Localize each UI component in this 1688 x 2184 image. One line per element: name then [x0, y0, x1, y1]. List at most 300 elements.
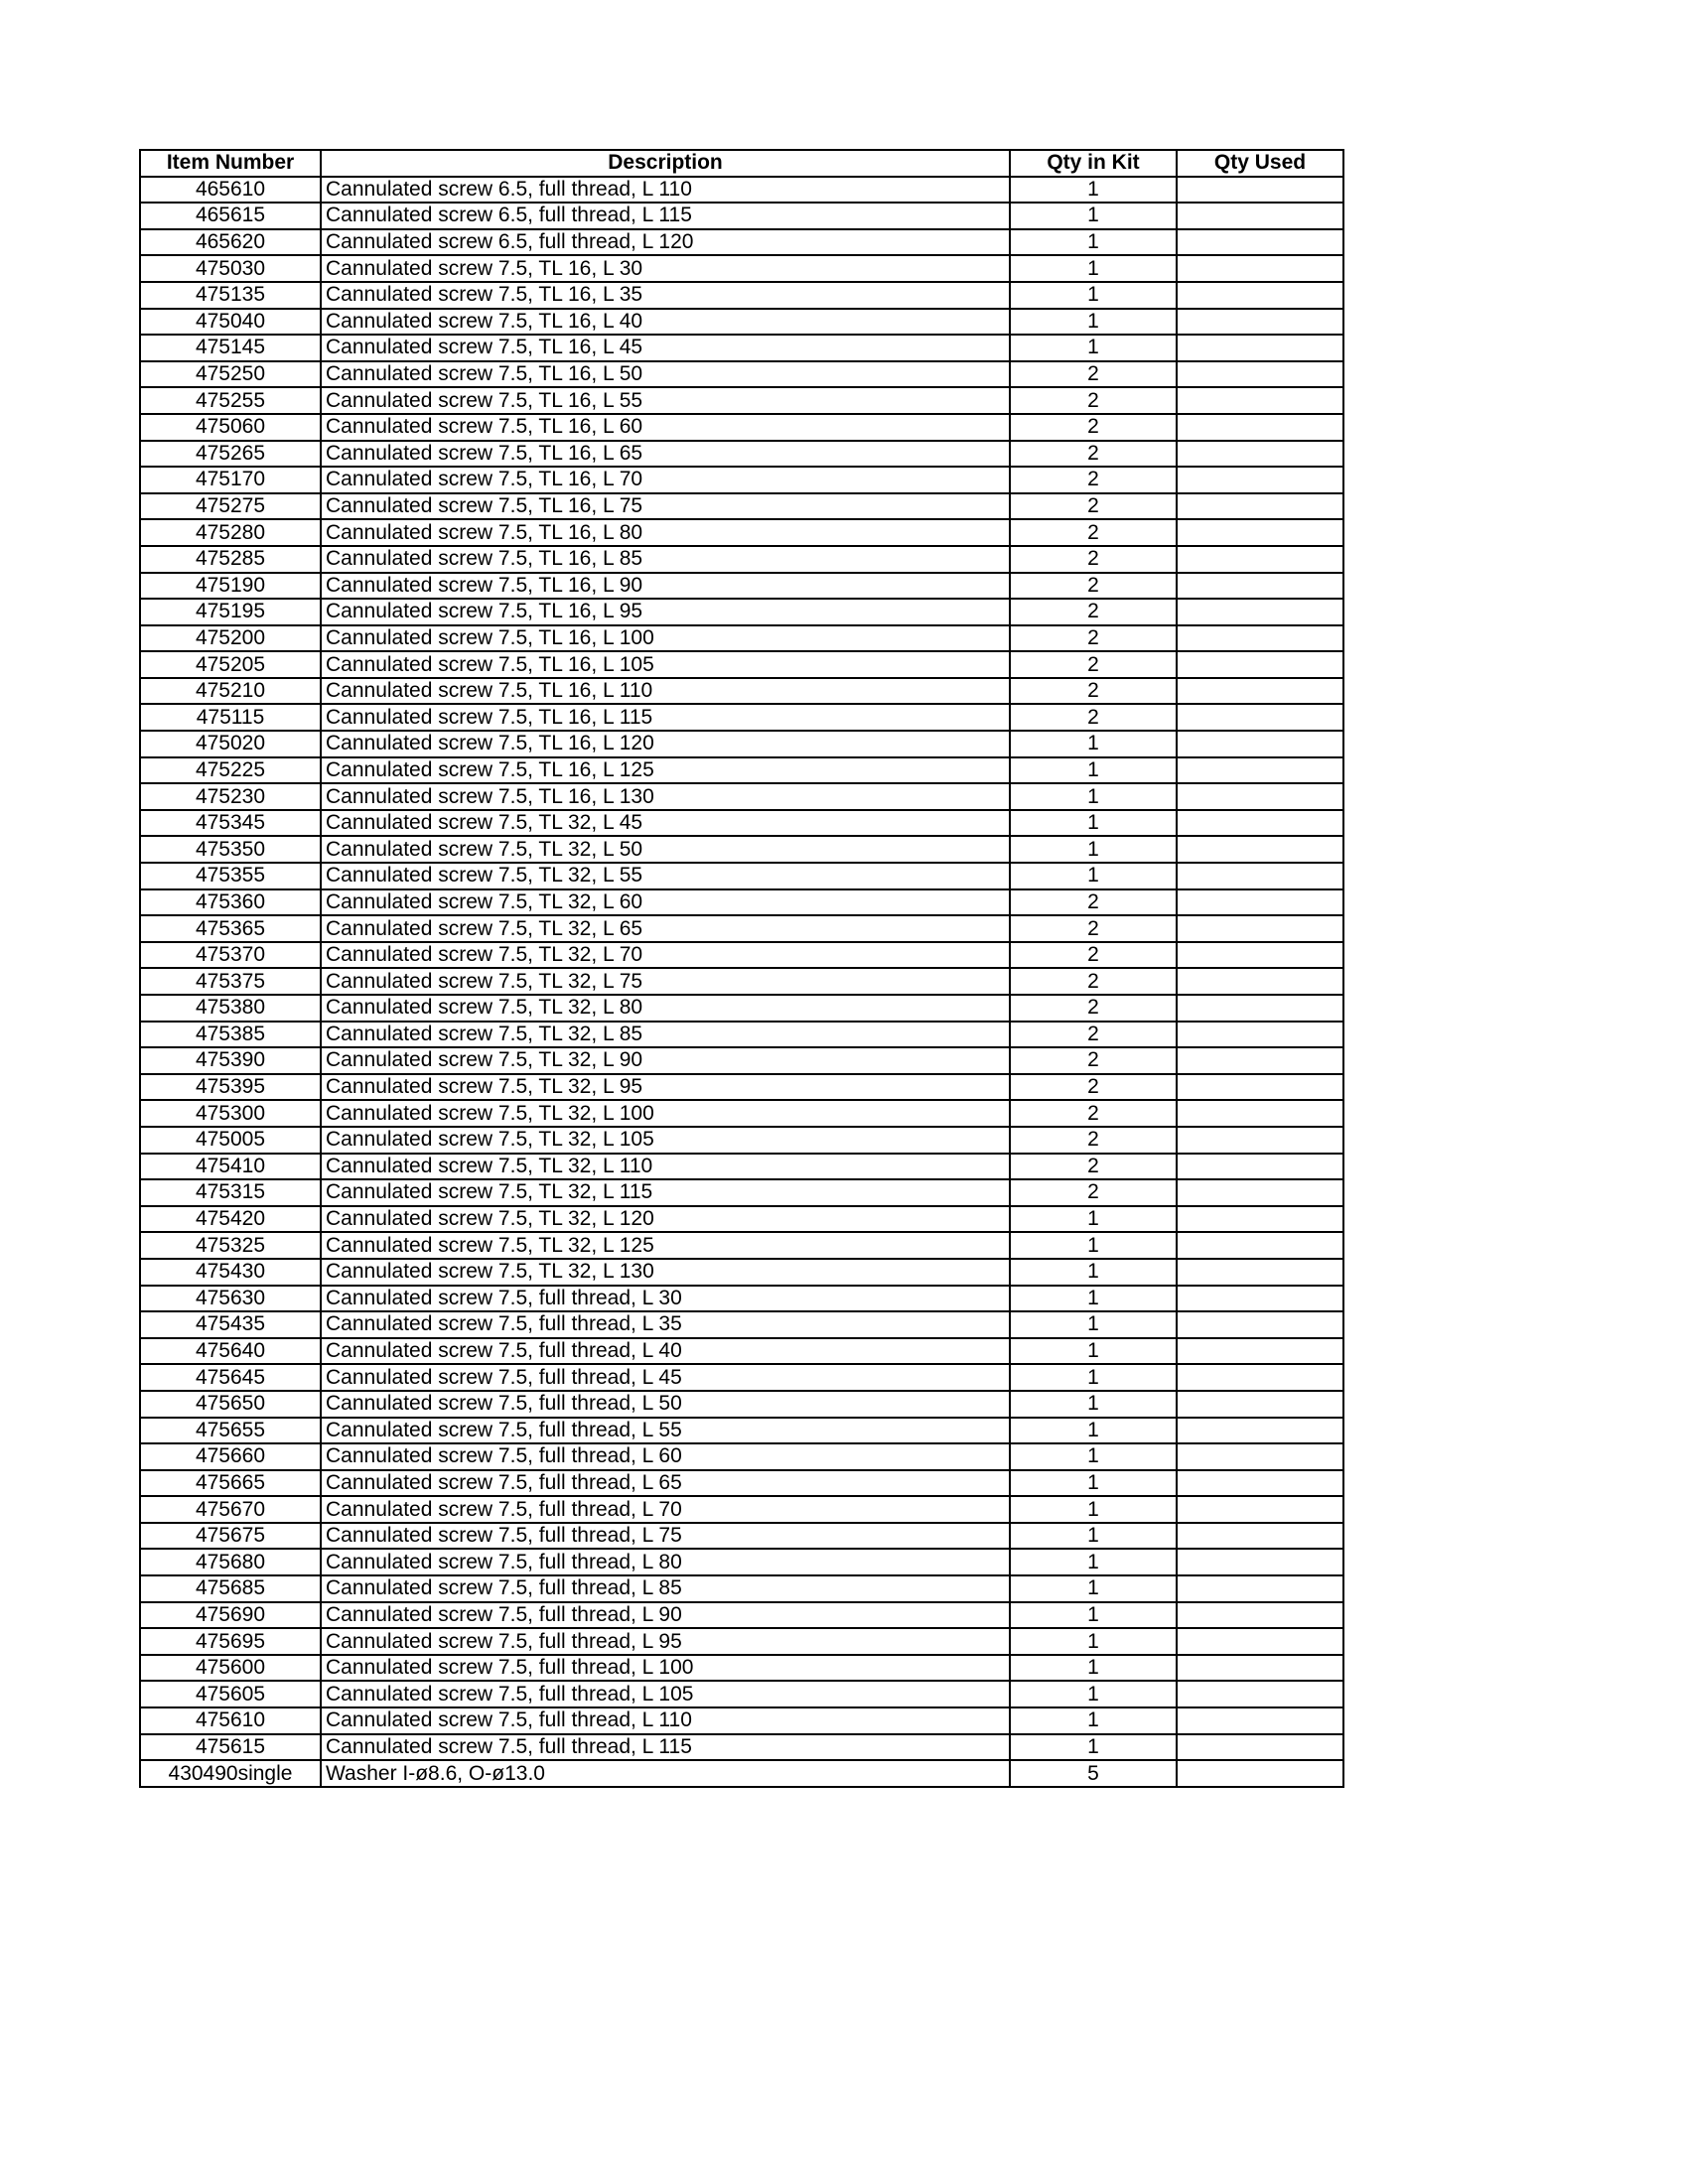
item-number-cell: 475395 — [140, 1074, 321, 1101]
item-number-cell: 475630 — [140, 1286, 321, 1312]
description-cell: Cannulated screw 7.5, TL 32, L 65 — [321, 915, 1010, 942]
qty-in-kit-cell: 1 — [1010, 1286, 1177, 1312]
description-cell: Cannulated screw 7.5, full thread, L 65 — [321, 1470, 1010, 1497]
table-row — [140, 441, 1343, 468]
qty-in-kit-cell: 1 — [1010, 836, 1177, 863]
description-cell: Cannulated screw 7.5, full thread, L 55 — [321, 1418, 1010, 1444]
qty-used-cell[interactable] — [1177, 1734, 1343, 1761]
table-row — [140, 863, 1343, 889]
description-cell: Cannulated screw 7.5, TL 16, L 45 — [321, 335, 1010, 361]
table-row — [140, 493, 1343, 520]
description-cell: Cannulated screw 7.5, full thread, L 95 — [321, 1628, 1010, 1655]
qty-in-kit-cell: 2 — [1010, 519, 1177, 546]
item-number-cell: 475375 — [140, 968, 321, 995]
description-cell: Cannulated screw 7.5, TL 16, L 85 — [321, 546, 1010, 573]
qty-in-kit-cell: 1 — [1010, 757, 1177, 784]
item-number-cell: 475610 — [140, 1707, 321, 1734]
description-cell: Cannulated screw 7.5, TL 32, L 105 — [321, 1127, 1010, 1154]
qty-used-cell[interactable] — [1177, 678, 1343, 705]
description-cell: Cannulated screw 7.5, full thread, L 85 — [321, 1575, 1010, 1602]
qty-in-kit-cell: 2 — [1010, 387, 1177, 414]
qty-used-cell[interactable] — [1177, 1523, 1343, 1550]
item-number-cell: 475325 — [140, 1232, 321, 1259]
item-number-cell: 475355 — [140, 863, 321, 889]
qty-in-kit-cell: 2 — [1010, 678, 1177, 705]
description-cell: Cannulated screw 7.5, TL 32, L 45 — [321, 810, 1010, 837]
description-cell: Cannulated screw 7.5, TL 16, L 120 — [321, 731, 1010, 757]
table-row — [140, 651, 1343, 678]
description-cell: Washer I-ø8.6, O-ø13.0 — [321, 1760, 1010, 1787]
description-cell: Cannulated screw 7.5, TL 16, L 105 — [321, 651, 1010, 678]
qty-in-kit-cell: 2 — [1010, 625, 1177, 652]
table-row — [140, 1549, 1343, 1575]
item-number-cell: 475675 — [140, 1523, 321, 1550]
qty-used-cell[interactable] — [1177, 1022, 1343, 1048]
qty-used-cell[interactable] — [1177, 1760, 1343, 1787]
table-row — [140, 942, 1343, 969]
table-row — [140, 731, 1343, 757]
description-cell: Cannulated screw 6.5, full thread, L 120 — [321, 229, 1010, 256]
table-row — [140, 783, 1343, 810]
qty-used-cell[interactable] — [1177, 757, 1343, 784]
description-cell: Cannulated screw 7.5, full thread, L 45 — [321, 1364, 1010, 1391]
qty-used-cell[interactable] — [1177, 599, 1343, 625]
qty-used-cell[interactable] — [1177, 1549, 1343, 1575]
item-number-cell: 430490single — [140, 1760, 321, 1787]
qty-used-cell[interactable] — [1177, 255, 1343, 282]
qty-in-kit-cell: 5 — [1010, 1760, 1177, 1787]
qty-in-kit-cell: 2 — [1010, 361, 1177, 388]
table-row — [140, 1311, 1343, 1338]
qty-used-cell[interactable] — [1177, 1628, 1343, 1655]
description-cell: Cannulated screw 7.5, TL 16, L 110 — [321, 678, 1010, 705]
qty-used-cell[interactable] — [1177, 1418, 1343, 1444]
item-number-cell: 475670 — [140, 1496, 321, 1523]
item-number-cell: 475665 — [140, 1470, 321, 1497]
description-cell: Cannulated screw 7.5, full thread, L 115 — [321, 1734, 1010, 1761]
description-cell: Cannulated screw 7.5, TL 16, L 55 — [321, 387, 1010, 414]
description-cell: Cannulated screw 7.5, TL 32, L 80 — [321, 995, 1010, 1022]
table-row — [140, 573, 1343, 600]
qty-used-cell[interactable] — [1177, 704, 1343, 731]
qty-used-cell[interactable] — [1177, 1470, 1343, 1497]
qty-used-cell[interactable] — [1177, 1391, 1343, 1418]
item-number-cell: 475040 — [140, 309, 321, 336]
qty-used-cell[interactable] — [1177, 731, 1343, 757]
table-row — [140, 1127, 1343, 1154]
qty-in-kit-cell: 1 — [1010, 1338, 1177, 1365]
item-number-cell: 475250 — [140, 361, 321, 388]
item-number-cell: 475195 — [140, 599, 321, 625]
item-number-cell: 475410 — [140, 1154, 321, 1180]
qty-in-kit-cell: 1 — [1010, 1418, 1177, 1444]
description-cell: Cannulated screw 7.5, TL 32, L 75 — [321, 968, 1010, 995]
qty-used-cell[interactable] — [1177, 836, 1343, 863]
qty-in-kit-cell: 2 — [1010, 599, 1177, 625]
description-cell: Cannulated screw 7.5, TL 16, L 125 — [321, 757, 1010, 784]
qty-in-kit-cell: 2 — [1010, 1022, 1177, 1048]
table-row — [140, 1154, 1343, 1180]
description-cell: Cannulated screw 7.5, TL 16, L 30 — [321, 255, 1010, 282]
item-number-cell: 475360 — [140, 889, 321, 916]
qty-in-kit-cell: 1 — [1010, 282, 1177, 309]
item-number-cell: 475200 — [140, 625, 321, 652]
table-header-row — [140, 150, 1343, 177]
qty-in-kit-cell: 1 — [1010, 1628, 1177, 1655]
qty-used-cell[interactable] — [1177, 1232, 1343, 1259]
table-row — [140, 1364, 1343, 1391]
table-row — [140, 1179, 1343, 1206]
qty-used-cell[interactable] — [1177, 467, 1343, 493]
table-row — [140, 361, 1343, 388]
table-row — [140, 625, 1343, 652]
item-number-cell: 475350 — [140, 836, 321, 863]
header-qty-used: Qty Used — [1177, 150, 1343, 177]
table-row — [140, 1523, 1343, 1550]
table-row — [140, 1074, 1343, 1101]
item-number-cell: 475645 — [140, 1364, 321, 1391]
table-row — [140, 1496, 1343, 1523]
qty-in-kit-cell: 1 — [1010, 1470, 1177, 1497]
table-row — [140, 704, 1343, 731]
description-cell: Cannulated screw 7.5, TL 32, L 55 — [321, 863, 1010, 889]
qty-used-cell[interactable] — [1177, 1443, 1343, 1470]
table-row — [140, 1655, 1343, 1682]
qty-in-kit-cell: 1 — [1010, 1443, 1177, 1470]
table-row — [140, 1100, 1343, 1127]
description-cell: Cannulated screw 7.5, TL 32, L 95 — [321, 1074, 1010, 1101]
table-row — [140, 995, 1343, 1022]
qty-in-kit-cell: 1 — [1010, 1575, 1177, 1602]
description-cell: Cannulated screw 7.5, TL 16, L 50 — [321, 361, 1010, 388]
description-cell: Cannulated screw 7.5, full thread, L 30 — [321, 1286, 1010, 1312]
table-row — [140, 255, 1343, 282]
qty-in-kit-cell: 1 — [1010, 309, 1177, 336]
table-row — [140, 1575, 1343, 1602]
qty-used-cell[interactable] — [1177, 625, 1343, 652]
qty-in-kit-cell: 1 — [1010, 863, 1177, 889]
description-cell: Cannulated screw 7.5, full thread, L 60 — [321, 1443, 1010, 1470]
qty-used-cell[interactable] — [1177, 546, 1343, 573]
qty-used-cell[interactable] — [1177, 1496, 1343, 1523]
qty-used-cell[interactable] — [1177, 1602, 1343, 1629]
qty-in-kit-cell: 1 — [1010, 1681, 1177, 1707]
item-number-cell: 475690 — [140, 1602, 321, 1629]
item-number-cell: 475640 — [140, 1338, 321, 1365]
qty-in-kit-cell: 1 — [1010, 1496, 1177, 1523]
item-number-cell: 475390 — [140, 1047, 321, 1074]
description-cell: Cannulated screw 7.5, TL 16, L 115 — [321, 704, 1010, 731]
qty-in-kit-cell: 2 — [1010, 915, 1177, 942]
item-number-cell: 475005 — [140, 1127, 321, 1154]
description-cell: Cannulated screw 7.5, full thread, L 110 — [321, 1707, 1010, 1734]
table-row — [140, 1391, 1343, 1418]
table-row — [140, 1259, 1343, 1286]
table-row — [140, 1760, 1343, 1787]
qty-in-kit-cell: 2 — [1010, 995, 1177, 1022]
description-cell: Cannulated screw 7.5, TL 16, L 130 — [321, 783, 1010, 810]
qty-in-kit-cell: 2 — [1010, 1179, 1177, 1206]
table-body — [140, 177, 1343, 1787]
item-number-cell: 475135 — [140, 282, 321, 309]
table-row — [140, 1602, 1343, 1629]
item-number-cell: 475170 — [140, 467, 321, 493]
item-number-cell: 475115 — [140, 704, 321, 731]
table-row — [140, 335, 1343, 361]
item-number-cell: 475280 — [140, 519, 321, 546]
item-number-cell: 475385 — [140, 1022, 321, 1048]
qty-in-kit-cell: 1 — [1010, 229, 1177, 256]
qty-used-cell[interactable] — [1177, 1259, 1343, 1286]
description-cell: Cannulated screw 6.5, full thread, L 115 — [321, 203, 1010, 229]
table-row — [140, 519, 1343, 546]
qty-in-kit-cell: 2 — [1010, 546, 1177, 573]
item-number-cell: 475275 — [140, 493, 321, 520]
table-row — [140, 1206, 1343, 1233]
qty-used-cell[interactable] — [1177, 1127, 1343, 1154]
description-cell: Cannulated screw 7.5, full thread, L 80 — [321, 1549, 1010, 1575]
description-cell: Cannulated screw 7.5, TL 16, L 90 — [321, 573, 1010, 600]
item-number-cell: 475605 — [140, 1681, 321, 1707]
item-number-cell: 475210 — [140, 678, 321, 705]
qty-used-cell[interactable] — [1177, 1707, 1343, 1734]
description-cell: Cannulated screw 7.5, full thread, L 40 — [321, 1338, 1010, 1365]
qty-used-cell[interactable] — [1177, 519, 1343, 546]
item-number-cell: 475230 — [140, 783, 321, 810]
qty-in-kit-cell: 2 — [1010, 414, 1177, 441]
qty-used-cell[interactable] — [1177, 335, 1343, 361]
table-row — [140, 177, 1343, 204]
qty-used-cell[interactable] — [1177, 1047, 1343, 1074]
item-number-cell: 475345 — [140, 810, 321, 837]
table-row — [140, 229, 1343, 256]
item-number-cell: 475695 — [140, 1628, 321, 1655]
item-number-cell: 465615 — [140, 203, 321, 229]
description-cell: Cannulated screw 7.5, TL 32, L 50 — [321, 836, 1010, 863]
description-cell: Cannulated screw 7.5, TL 32, L 115 — [321, 1179, 1010, 1206]
qty-used-cell[interactable] — [1177, 309, 1343, 336]
qty-in-kit-cell: 1 — [1010, 783, 1177, 810]
description-cell: Cannulated screw 7.5, TL 16, L 60 — [321, 414, 1010, 441]
item-number-cell: 475190 — [140, 573, 321, 600]
item-number-cell: 475435 — [140, 1311, 321, 1338]
qty-used-cell[interactable] — [1177, 1575, 1343, 1602]
table-row — [140, 1734, 1343, 1761]
qty-in-kit-cell: 2 — [1010, 1154, 1177, 1180]
item-number-cell: 475060 — [140, 414, 321, 441]
description-cell: Cannulated screw 7.5, TL 16, L 40 — [321, 309, 1010, 336]
description-cell: Cannulated screw 7.5, TL 32, L 100 — [321, 1100, 1010, 1127]
qty-in-kit-cell: 1 — [1010, 1391, 1177, 1418]
header-item-number: Item Number — [140, 150, 321, 177]
qty-in-kit-cell: 1 — [1010, 335, 1177, 361]
description-cell: Cannulated screw 7.5, TL 16, L 75 — [321, 493, 1010, 520]
qty-used-cell[interactable] — [1177, 573, 1343, 600]
table-row — [140, 1286, 1343, 1312]
description-cell: Cannulated screw 7.5, TL 16, L 100 — [321, 625, 1010, 652]
item-number-cell: 475660 — [140, 1443, 321, 1470]
qty-in-kit-cell: 2 — [1010, 704, 1177, 731]
item-number-cell: 475365 — [140, 915, 321, 942]
table-row — [140, 1707, 1343, 1734]
qty-used-cell[interactable] — [1177, 1100, 1343, 1127]
header-description: Description — [321, 150, 1010, 177]
qty-used-cell[interactable] — [1177, 1286, 1343, 1312]
qty-in-kit-cell: 1 — [1010, 1259, 1177, 1286]
qty-used-cell[interactable] — [1177, 1681, 1343, 1707]
qty-used-cell[interactable] — [1177, 282, 1343, 309]
qty-used-cell[interactable] — [1177, 863, 1343, 889]
qty-used-cell[interactable] — [1177, 229, 1343, 256]
table-row — [140, 1443, 1343, 1470]
item-number-cell: 475315 — [140, 1179, 321, 1206]
item-number-cell: 475430 — [140, 1259, 321, 1286]
qty-in-kit-cell: 2 — [1010, 942, 1177, 969]
table-row — [140, 1232, 1343, 1259]
description-cell: Cannulated screw 7.5, TL 16, L 35 — [321, 282, 1010, 309]
table-row — [140, 1338, 1343, 1365]
table-row — [140, 915, 1343, 942]
qty-used-cell[interactable] — [1177, 1311, 1343, 1338]
item-number-cell: 465610 — [140, 177, 321, 204]
qty-in-kit-cell: 2 — [1010, 467, 1177, 493]
table-row — [140, 1628, 1343, 1655]
table-row — [140, 546, 1343, 573]
item-number-cell: 475685 — [140, 1575, 321, 1602]
description-cell: Cannulated screw 7.5, full thread, L 100 — [321, 1655, 1010, 1682]
description-cell: Cannulated screw 7.5, TL 32, L 120 — [321, 1206, 1010, 1233]
qty-used-cell[interactable] — [1177, 361, 1343, 388]
item-number-cell: 475285 — [140, 546, 321, 573]
qty-in-kit-cell: 1 — [1010, 1206, 1177, 1233]
table-row — [140, 889, 1343, 916]
description-cell: Cannulated screw 7.5, TL 32, L 60 — [321, 889, 1010, 916]
qty-used-cell[interactable] — [1177, 177, 1343, 204]
kit-contents-table — [139, 149, 1344, 1788]
qty-in-kit-cell: 2 — [1010, 1047, 1177, 1074]
qty-used-cell[interactable] — [1177, 1364, 1343, 1391]
qty-in-kit-cell: 1 — [1010, 1549, 1177, 1575]
qty-used-cell[interactable] — [1177, 387, 1343, 414]
description-cell: Cannulated screw 7.5, TL 16, L 95 — [321, 599, 1010, 625]
item-number-cell: 475680 — [140, 1549, 321, 1575]
qty-in-kit-cell: 1 — [1010, 1734, 1177, 1761]
table-row — [140, 387, 1343, 414]
table-row — [140, 1047, 1343, 1074]
qty-in-kit-cell: 2 — [1010, 573, 1177, 600]
qty-in-kit-cell: 1 — [1010, 1655, 1177, 1682]
description-cell: Cannulated screw 7.5, full thread, L 70 — [321, 1496, 1010, 1523]
table-row — [140, 599, 1343, 625]
qty-used-cell[interactable] — [1177, 1206, 1343, 1233]
table-row — [140, 1681, 1343, 1707]
description-cell: Cannulated screw 7.5, TL 16, L 80 — [321, 519, 1010, 546]
qty-in-kit-cell: 1 — [1010, 1707, 1177, 1734]
item-number-cell: 475030 — [140, 255, 321, 282]
qty-in-kit-cell: 2 — [1010, 1127, 1177, 1154]
qty-used-cell[interactable] — [1177, 203, 1343, 229]
qty-in-kit-cell: 1 — [1010, 810, 1177, 837]
qty-used-cell[interactable] — [1177, 414, 1343, 441]
qty-in-kit-cell: 2 — [1010, 1074, 1177, 1101]
description-cell: Cannulated screw 7.5, TL 32, L 70 — [321, 942, 1010, 969]
description-cell: Cannulated screw 7.5, TL 32, L 85 — [321, 1022, 1010, 1048]
item-number-cell: 475615 — [140, 1734, 321, 1761]
qty-in-kit-cell: 2 — [1010, 441, 1177, 468]
qty-used-cell[interactable] — [1177, 1655, 1343, 1682]
table-row — [140, 810, 1343, 837]
item-number-cell: 475650 — [140, 1391, 321, 1418]
description-cell: Cannulated screw 7.5, TL 16, L 65 — [321, 441, 1010, 468]
qty-used-cell[interactable] — [1177, 441, 1343, 468]
item-number-cell: 475600 — [140, 1655, 321, 1682]
qty-in-kit-cell: 1 — [1010, 177, 1177, 204]
item-number-cell: 475255 — [140, 387, 321, 414]
item-number-cell: 475655 — [140, 1418, 321, 1444]
qty-used-cell[interactable] — [1177, 1074, 1343, 1101]
table-row — [140, 757, 1343, 784]
qty-used-cell[interactable] — [1177, 651, 1343, 678]
qty-in-kit-cell: 1 — [1010, 1364, 1177, 1391]
item-number-cell: 475380 — [140, 995, 321, 1022]
item-number-cell: 475300 — [140, 1100, 321, 1127]
description-cell: Cannulated screw 7.5, full thread, L 105 — [321, 1681, 1010, 1707]
qty-used-cell[interactable] — [1177, 783, 1343, 810]
table-row — [140, 968, 1343, 995]
qty-used-cell[interactable] — [1177, 995, 1343, 1022]
qty-used-cell[interactable] — [1177, 810, 1343, 837]
qty-used-cell[interactable] — [1177, 493, 1343, 520]
item-number-cell: 475420 — [140, 1206, 321, 1233]
description-cell: Cannulated screw 7.5, TL 16, L 70 — [321, 467, 1010, 493]
qty-in-kit-cell: 1 — [1010, 255, 1177, 282]
description-cell: Cannulated screw 7.5, full thread, L 35 — [321, 1311, 1010, 1338]
table-row — [140, 1470, 1343, 1497]
qty-in-kit-cell: 1 — [1010, 1232, 1177, 1259]
qty-used-cell[interactable] — [1177, 942, 1343, 969]
qty-used-cell[interactable] — [1177, 968, 1343, 995]
item-number-cell: 475265 — [140, 441, 321, 468]
description-cell: Cannulated screw 6.5, full thread, L 110 — [321, 177, 1010, 204]
qty-in-kit-cell: 1 — [1010, 1602, 1177, 1629]
table-row — [140, 1418, 1343, 1444]
qty-used-cell[interactable] — [1177, 915, 1343, 942]
description-cell: Cannulated screw 7.5, full thread, L 50 — [321, 1391, 1010, 1418]
qty-in-kit-cell: 2 — [1010, 1100, 1177, 1127]
qty-in-kit-cell: 1 — [1010, 731, 1177, 757]
qty-in-kit-cell: 1 — [1010, 1311, 1177, 1338]
item-number-cell: 475205 — [140, 651, 321, 678]
table-row — [140, 414, 1343, 441]
qty-used-cell[interactable] — [1177, 889, 1343, 916]
table-row — [140, 282, 1343, 309]
description-cell: Cannulated screw 7.5, TL 32, L 125 — [321, 1232, 1010, 1259]
description-cell: Cannulated screw 7.5, full thread, L 90 — [321, 1602, 1010, 1629]
item-number-cell: 475225 — [140, 757, 321, 784]
description-cell: Cannulated screw 7.5, TL 32, L 90 — [321, 1047, 1010, 1074]
qty-used-cell[interactable] — [1177, 1154, 1343, 1180]
qty-in-kit-cell: 2 — [1010, 651, 1177, 678]
qty-used-cell[interactable] — [1177, 1179, 1343, 1206]
qty-in-kit-cell: 2 — [1010, 968, 1177, 995]
table-row — [140, 1022, 1343, 1048]
header-qty-in-kit: Qty in Kit — [1010, 150, 1177, 177]
table-row — [140, 309, 1343, 336]
qty-in-kit-cell: 1 — [1010, 203, 1177, 229]
table-row — [140, 678, 1343, 705]
qty-used-cell[interactable] — [1177, 1338, 1343, 1365]
description-cell: Cannulated screw 7.5, full thread, L 75 — [321, 1523, 1010, 1550]
